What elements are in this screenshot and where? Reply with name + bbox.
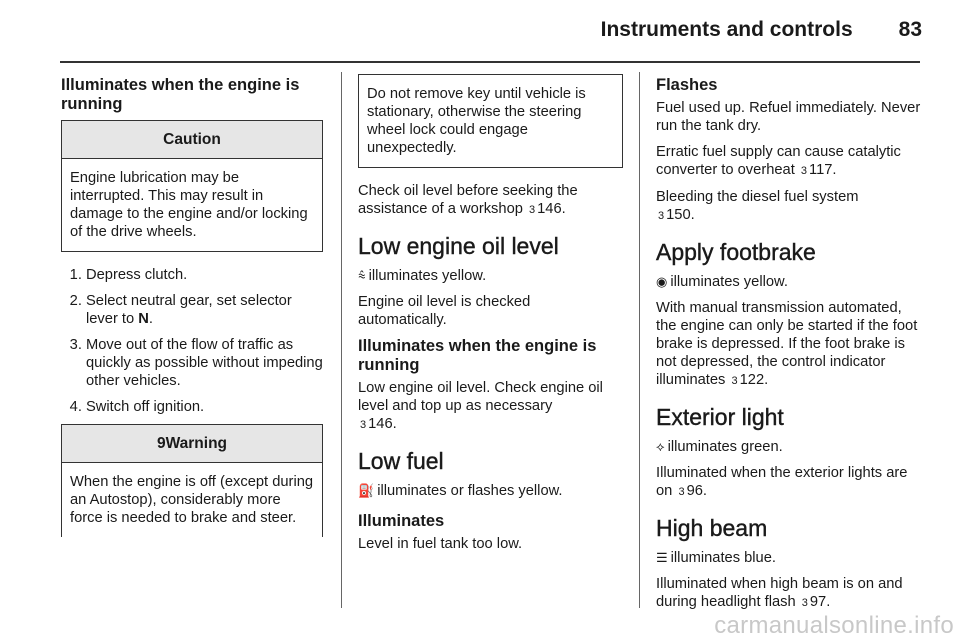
paragraph (358, 482, 623, 500)
column-2 (358, 74, 623, 561)
step-text: Select neutral gear, set selector lever to (86, 293, 292, 327)
paragraph: Level in fuel tank too low. (358, 536, 523, 552)
page-ref[interactable]: 117. (809, 162, 837, 178)
page-ref[interactable]: 150. (666, 207, 695, 223)
header-title: Instruments and controls (600, 18, 853, 41)
page-ref-arrow-icon: 3 (529, 204, 536, 216)
footbrake-icon: ◉ (656, 274, 668, 289)
paragraph-text: Illuminated when high beam is on and during headlight flash (656, 576, 903, 610)
header-rule (60, 61, 920, 63)
paragraph-text: illuminates yellow. (368, 268, 487, 284)
paragraph-text: illuminates yellow. (670, 274, 788, 290)
paragraph (656, 299, 924, 390)
paragraph-text: Check oil level before seeking the assistance of a workshop (358, 183, 578, 217)
paragraph-text: Illuminated when the exterior lights are on (656, 465, 908, 499)
list-item: 1. Depress clutch. (86, 266, 323, 284)
page-ref-arrow-icon: 3 (360, 419, 367, 431)
warning-label: Warning (165, 435, 228, 452)
list-item: 3. Move out of the flow of traffic as quickly as possible without impeding other vehicles. (86, 336, 323, 390)
page-ref[interactable]: 122. (739, 372, 769, 388)
page-ref[interactable]: 96. (686, 483, 707, 499)
page-header (601, 18, 922, 42)
fuel-icon: ⛽ (358, 483, 375, 498)
page-ref-arrow-icon: 3 (801, 597, 808, 609)
notice-box (358, 74, 623, 168)
page-ref-arrow-icon: 3 (731, 375, 738, 387)
paragraph (358, 267, 623, 285)
paragraph: Fuel used up. Refuel immediately. Never run the tank dry. (656, 100, 921, 134)
page-ref[interactable]: 146. (537, 201, 566, 217)
section-heading: Illuminates when the engine is running (358, 337, 597, 374)
paragraph (656, 143, 924, 180)
column-divider (639, 72, 640, 608)
section-title: High beam (656, 515, 768, 541)
paragraph-text: illuminates or flashes yellow. (377, 483, 563, 499)
paragraph (358, 379, 623, 434)
section-heading: Illuminates (358, 512, 445, 530)
warning-box (61, 424, 323, 537)
section-heading: Illuminates when the engine is running (61, 76, 300, 113)
section-title: Low fuel (358, 448, 444, 474)
paragraph-text: illuminates blue. (670, 550, 776, 566)
warning-title (62, 425, 322, 463)
section-heading: Flashes (656, 76, 718, 94)
paragraph-text: illuminates green. (667, 439, 783, 455)
warning-text: When the engine is off (except during an Autostop), considerably more force is needed to brake and steer. (70, 474, 314, 526)
warning-icon: 9 (156, 435, 166, 452)
paragraph-text: With manual transmission automated, the engine can only be started if the foot brake is depressed. If the foot brake is not depressed, the control indicator illuminates (656, 300, 918, 388)
step-period: . (148, 311, 153, 327)
paragraph-text: Erratic fuel supply can cause catalytic converter to overheat (656, 144, 901, 178)
page-ref-arrow-icon: 3 (800, 165, 808, 177)
exterior-light-icon: ⟡ (656, 439, 665, 454)
paragraph (656, 549, 924, 567)
paragraph-text: Bleeding the diesel fuel system (656, 189, 859, 205)
column-divider (341, 72, 342, 608)
column-3 (656, 76, 924, 620)
paragraph (656, 273, 924, 291)
section-title: Apply footbrake (656, 239, 816, 265)
paragraph (358, 182, 623, 219)
column-1 (61, 76, 323, 551)
paragraph-text: Low engine oil level. Check engine oil level and top up as necessary (358, 380, 603, 414)
paragraph (656, 438, 924, 456)
page-ref-arrow-icon: 3 (658, 210, 665, 222)
high-beam-icon: ☰ (656, 550, 668, 565)
caution-title: Caution (62, 121, 322, 159)
page-ref[interactable]: 146. (368, 416, 397, 432)
list-item: 4. Switch off ignition. (86, 398, 323, 416)
page-ref-arrow-icon: 3 (678, 486, 685, 498)
section-title: Low engine oil level (358, 233, 559, 259)
paragraph: Engine oil level is checked automatically. (358, 294, 531, 328)
page-ref[interactable]: 97. (809, 594, 831, 610)
caution-text: Engine lubrication may be interrupted. This may result in damage to the engine and/or locking of the drive wheels. (70, 170, 308, 240)
section-title: Exterior light (656, 404, 784, 430)
gear-letter: N (138, 311, 149, 327)
page-number: 83 (898, 18, 922, 41)
caution-box (61, 120, 323, 252)
watermark: carmanualsonline.info (714, 612, 954, 639)
oil-level-icon: ⩯ (358, 268, 366, 283)
paragraph (656, 464, 924, 501)
steps-list (61, 266, 323, 416)
list-item (86, 292, 323, 328)
paragraph (656, 188, 924, 225)
notice-text: Do not remove key until vehicle is stationary, otherwise the steering wheel lock could engage unexpectedly. (367, 86, 586, 156)
paragraph (656, 575, 924, 612)
